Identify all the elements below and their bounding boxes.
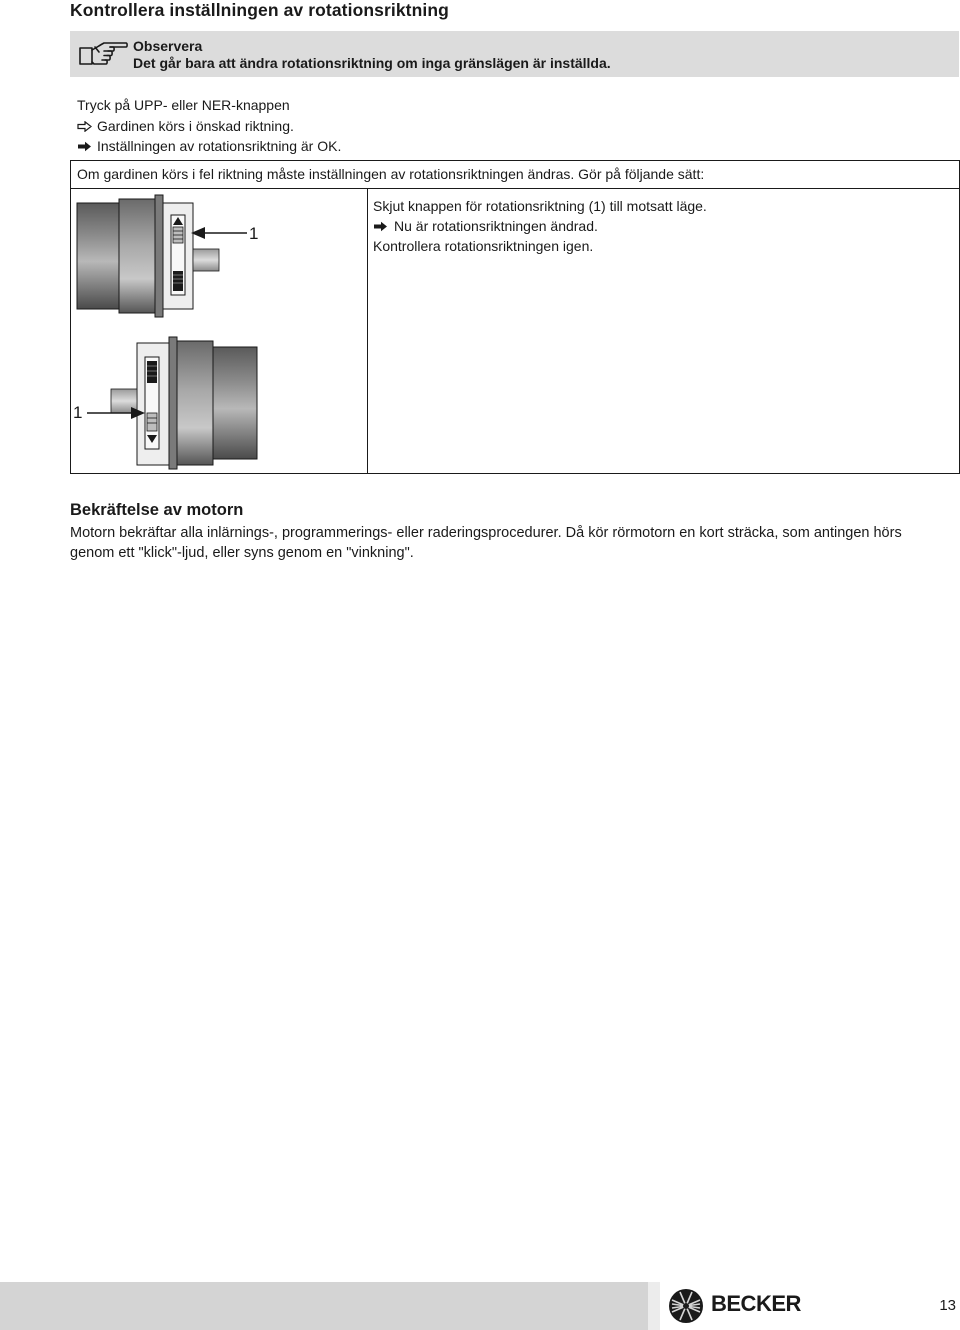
- pointing-hand-icon: [78, 38, 128, 68]
- notice-heading: Observera: [133, 38, 203, 54]
- motor-figure-bottom: [71, 333, 367, 473]
- outline-arrow-icon: [77, 121, 92, 132]
- brand-name: BECKER: [711, 1291, 801, 1316]
- box-intro: Om gardinen körs i fel riktning måste inställningen av rotationsriktningen ändras. Gör på följande sätt:: [77, 166, 705, 182]
- instruction-box: [70, 160, 960, 474]
- footer-separator: [648, 1282, 660, 1330]
- instruction-result-text: Nu är rotationsriktningen ändrad.: [394, 218, 598, 234]
- page-title: Kontrollera inställningen av rotationsriktning: [70, 0, 449, 20]
- motor-figure-top: [71, 189, 367, 321]
- page-number: 13: [939, 1297, 956, 1314]
- notice-box: [70, 31, 959, 77]
- footer-bar: [0, 1282, 648, 1330]
- figure-bottom-callout: 1: [73, 403, 83, 422]
- instruction-step: Skjut knappen för rotationsriktning (1) till motsatt läge.: [373, 198, 707, 214]
- box-instructions: [373, 196, 707, 256]
- step-result-2-text: Inställningen av rotationsriktning är OK.: [97, 138, 342, 154]
- section-text: Motorn bekräftar alla inlärnings-, programmerings- eller raderingsprocedurer. Då kör rörmotorn en kort sträcka, som antingen hörs genom ett "klick"-ljud, eller syns genom en "vinkning".: [70, 525, 902, 561]
- instruction-result: [373, 216, 707, 236]
- instruction-check: Kontrollera rotationsriktningen igen.: [373, 238, 594, 254]
- box-column-divider: [367, 188, 368, 473]
- becker-logo-icon: [668, 1288, 704, 1324]
- notice-text: Det går bara att ändra rotationsriktning om inga gränslägen är inställda.: [133, 55, 611, 71]
- figure-top-callout: 1: [249, 224, 259, 243]
- step-result-1: [77, 116, 341, 137]
- step-result-1-text: Gardinen körs i önskad riktning.: [97, 117, 294, 134]
- solid-arrow-icon: [373, 221, 388, 232]
- section-title: Bekräftelse av motorn: [70, 501, 244, 519]
- step-action: Tryck på UPP- eller NER-knappen: [77, 97, 290, 113]
- step-result-2: [77, 136, 341, 157]
- steps-list: [77, 95, 341, 157]
- solid-arrow-icon: [77, 141, 92, 152]
